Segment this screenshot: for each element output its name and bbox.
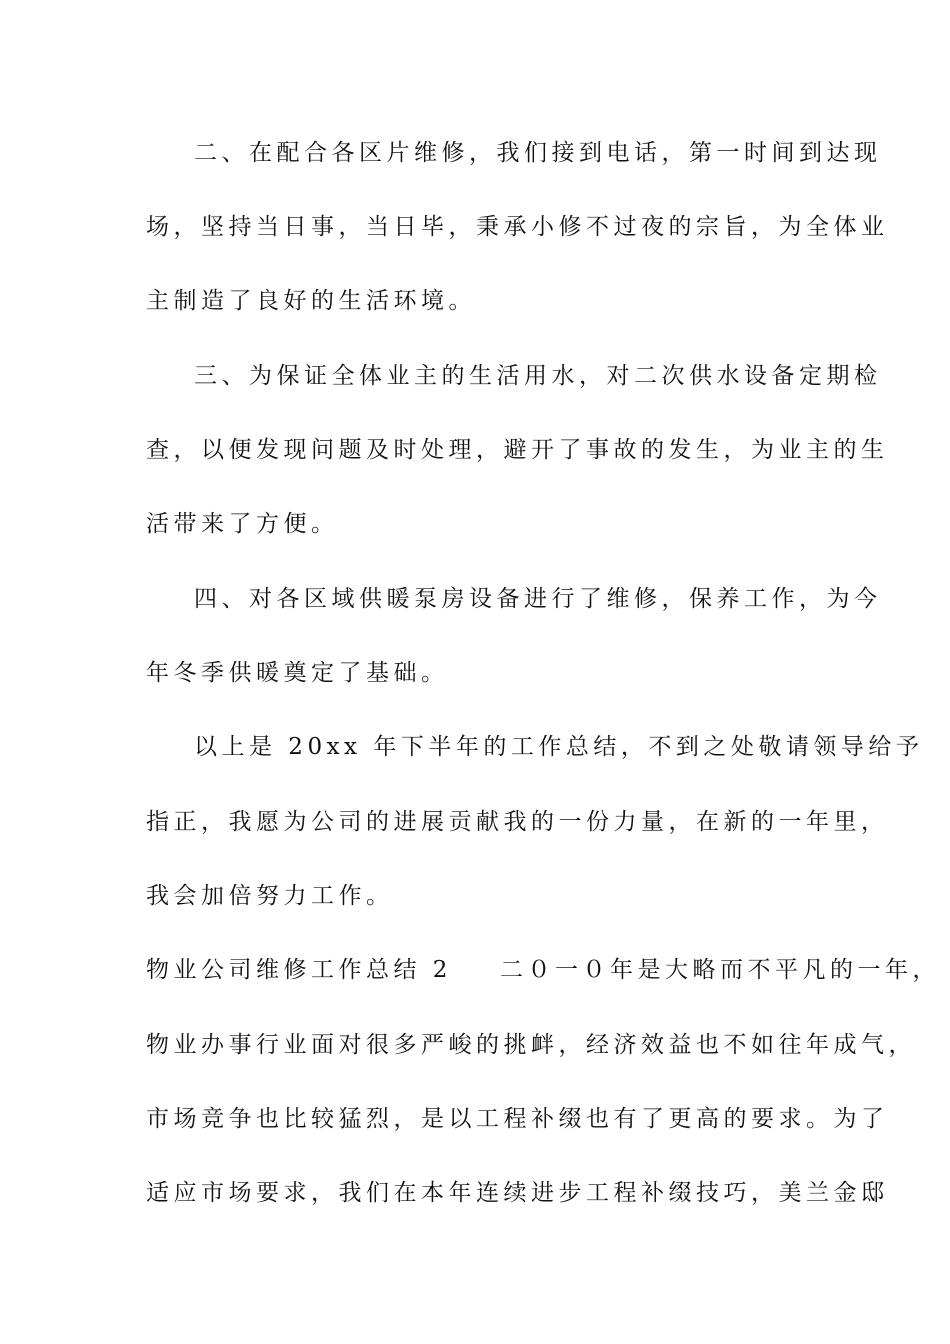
paragraph-line: 以上是 20xx 年下半年的工作总结，不到之处敬请领导给予	[194, 734, 924, 760]
paragraph-line: 市场竞争也比较猛烈，是以工程补缀也有了更高的要求。为了	[146, 1106, 889, 1132]
section-heading-title: 物业公司维修工作总结 2	[146, 957, 452, 983]
paragraph-line: 场，坚持当日事，当日毕，秉承小修不过夜的宗旨，为全体业	[146, 214, 889, 240]
section-heading-continuation: 二０一０年是大略而不平凡的一年，	[499, 957, 940, 983]
paragraph-line: 年冬季供暖奠定了基础。	[146, 660, 449, 686]
section-heading-line	[146, 950, 940, 990]
paragraph-line: 二、在配合各区片维修，我们接到电话，第一时间到达现	[194, 140, 882, 166]
paragraph-line: 三、为保证全体业主的生活用水，对二次供水设备定期检	[194, 363, 882, 389]
paragraph-line: 主制造了良好的生活环境。	[146, 288, 476, 314]
paragraph-line: 物业办事行业面对很多严峻的挑衅，经济效益也不如往年成气，	[146, 1032, 916, 1058]
paragraph-line: 适应市场要求，我们在本年连续进步工程补缀技巧，美兰金邸	[146, 1180, 889, 1206]
paragraph-line: 我会加倍努力工作。	[146, 883, 394, 909]
paragraph-line: 四、对各区域供暖泵房设备进行了维修，保养工作，为今	[194, 586, 882, 612]
paragraph-line: 查，以便发现问题及时处理，避开了事故的发生，为业主的生	[146, 437, 889, 463]
paragraph-line: 指正，我愿为公司的进展贡献我的一份力量，在新的一年里，	[146, 809, 889, 835]
paragraph-line: 活带来了方便。	[146, 511, 339, 537]
